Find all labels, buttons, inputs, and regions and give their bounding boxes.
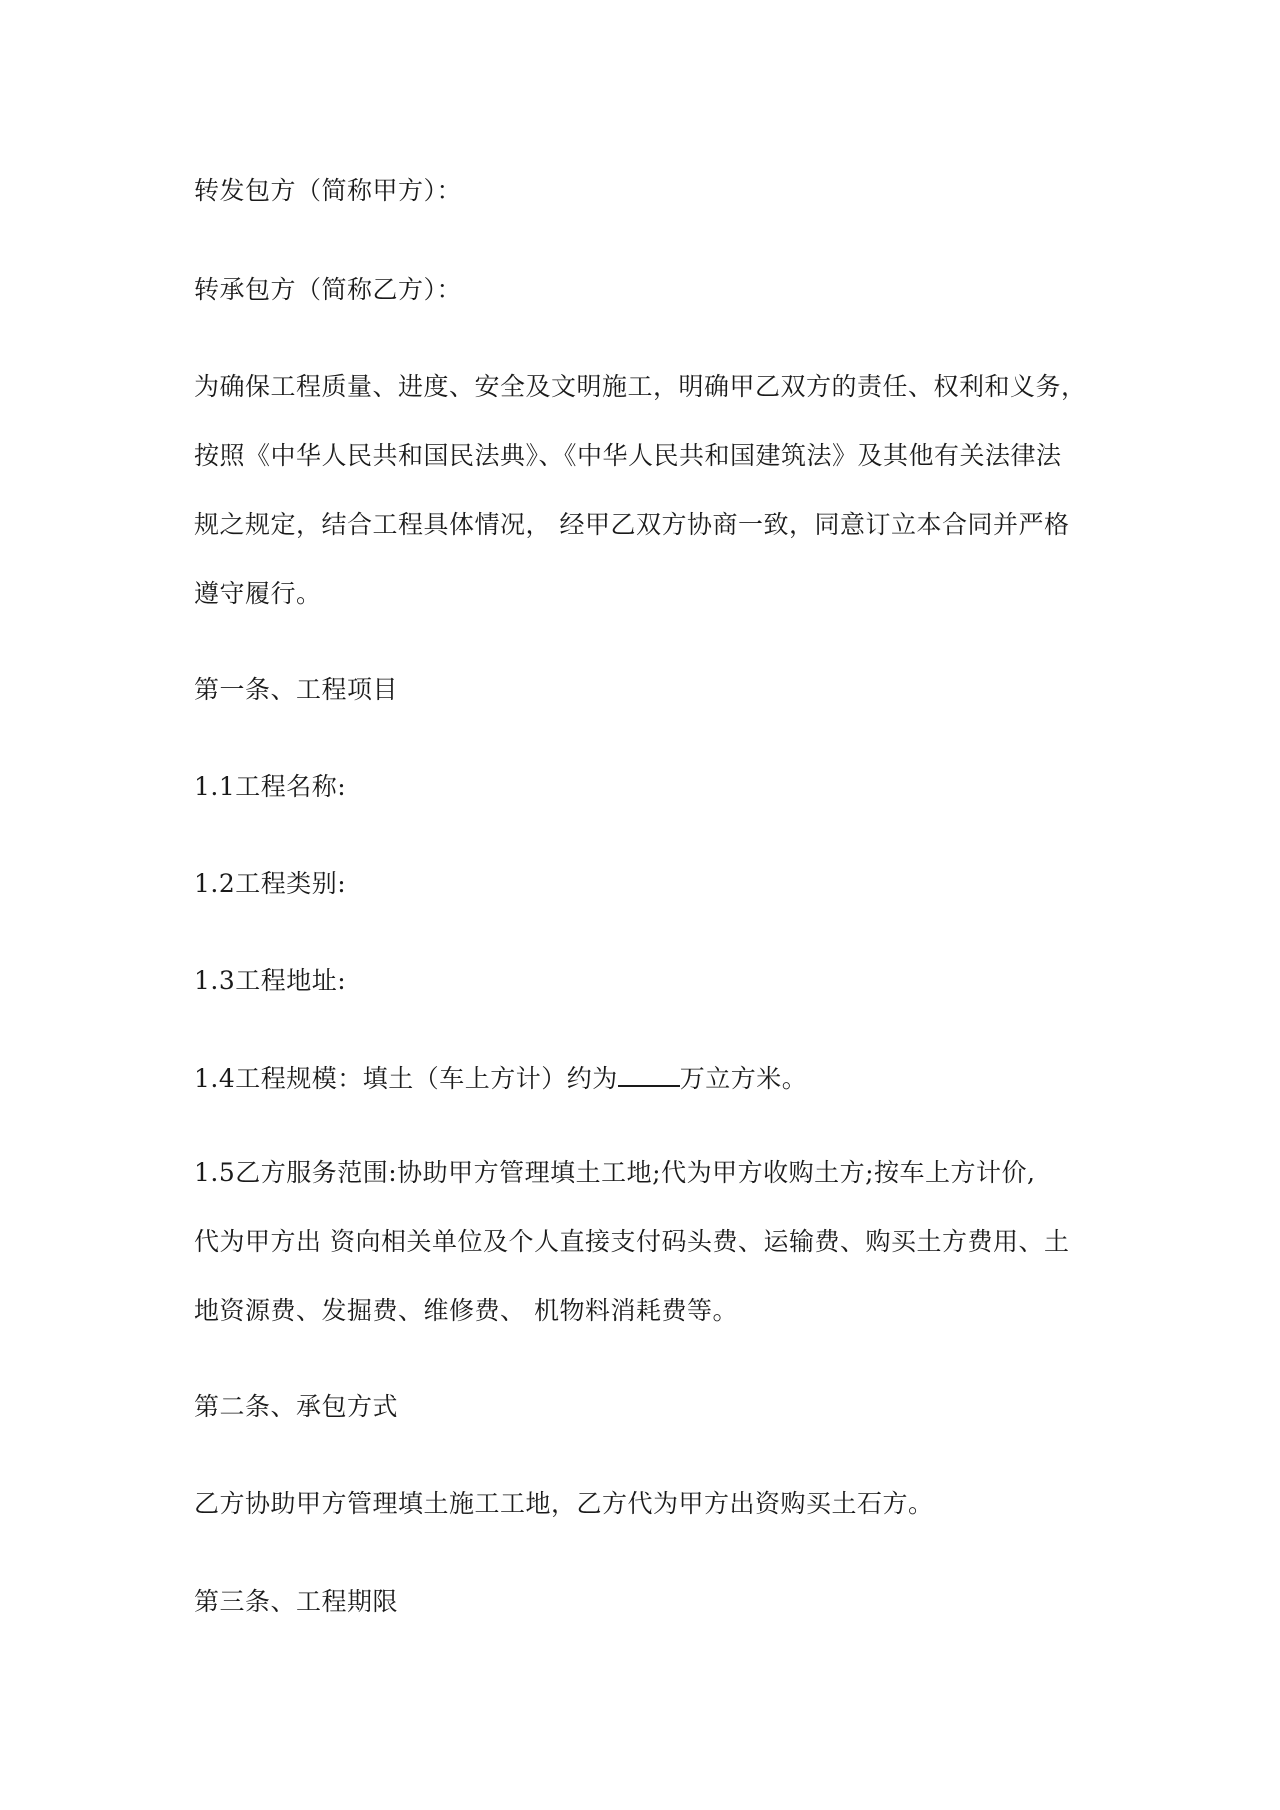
item-4-text-after: 万立方米。	[679, 1064, 808, 1093]
party-b-label: 转承包方（简称乙方）：	[194, 275, 463, 304]
preamble-line-1: 为确保工程质量、进度、安全及文明施工，明确甲乙双方的责任、权利和义务，	[194, 372, 1087, 401]
article-1-item-2: 1.2工程类别:	[194, 869, 347, 898]
article-1-item-5-line-2: 代为甲方出 资向相关单位及个人直接支付码头费、运输费、购买土方费用、土	[194, 1227, 1070, 1256]
article-1-title: 第一条、工程项目	[194, 675, 399, 704]
article-2-body: 乙方协助甲方管理填土施工工地，乙方代为甲方出资购买土石方。	[194, 1489, 934, 1518]
item-4-text-before: 1.4工程规模：填土（车上方计）约为	[194, 1064, 618, 1093]
article-1-item-4	[194, 1061, 1094, 1096]
preamble-line-4: 遵守履行。	[194, 579, 322, 608]
article-3-title: 第三条、工程期限	[194, 1587, 399, 1616]
preamble-line-2: 按照《中华人民共和国民法典》、《中华人民共和国建筑法》及其他有关法律法	[194, 441, 1062, 470]
article-1-item-5-line-1: 1.5乙方服务范围:协助甲方管理填土工地;代为甲方收购土方;按车上方计价,	[194, 1158, 1036, 1187]
party-a-label: 转发包方（简称甲方）：	[194, 176, 463, 205]
article-1-item-1: 1.1工程名称:	[194, 772, 347, 801]
article-1-item-3: 1.3工程地址:	[194, 966, 347, 995]
article-2-title: 第二条、承包方式	[194, 1392, 399, 1421]
article-1-item-5-line-3: 地资源费、发掘费、维修费、 机物料消耗费等。	[194, 1296, 738, 1325]
volume-blank-field[interactable]	[618, 1061, 680, 1087]
preamble-line-3: 规之规定，结合工程具体情况， 经甲乙双方协商一致，同意订立本合同并严格	[194, 510, 1070, 539]
